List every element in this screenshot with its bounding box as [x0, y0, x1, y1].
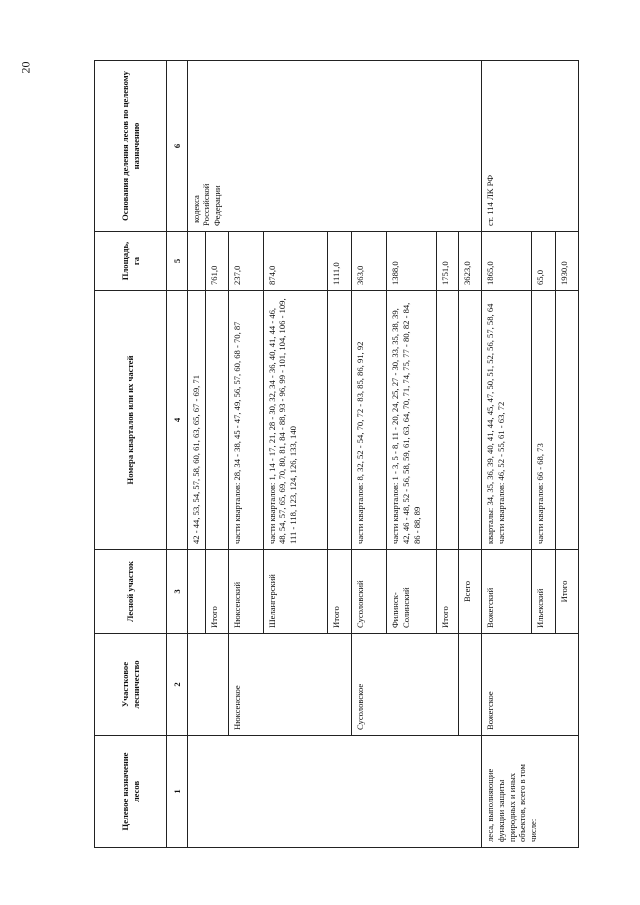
- table-row: [187, 61, 205, 848]
- basis-cell: ст. 114 ЛК РФ: [482, 61, 579, 232]
- area-cell: 1111,0: [327, 232, 352, 291]
- area-cell: 874,0: [263, 232, 327, 291]
- table-header-row: [95, 61, 167, 848]
- header-plot: Лесной участок: [95, 550, 167, 634]
- district-cell: Вожегское: [482, 634, 579, 736]
- plot-cell: Всего: [459, 550, 482, 634]
- quarters-cell-empty: [459, 291, 482, 550]
- plot-cell: Шелангерский: [263, 550, 327, 634]
- plot-cell: Ильекский: [531, 550, 556, 634]
- quarters-line: кварталы: 34, 35, 36, 39, 40, 41, 44, 45, 47, 50, 51, 52, 56, 57, 58, 64: [485, 303, 496, 544]
- quarters-cell: части кварталов: 66 - 68, 73: [531, 291, 556, 550]
- plot-cell: Итого: [205, 550, 228, 634]
- plot-cell-empty: [187, 550, 205, 634]
- basis-cell: [187, 61, 481, 232]
- header-quarters: Номера кварталов или их частей: [95, 291, 167, 550]
- forest-purpose-table: [94, 60, 579, 848]
- basis-text: кодекса Российской Федерации: [190, 183, 223, 226]
- plot-cell: Филинск-Солинский: [387, 550, 436, 634]
- header-district: Участковое лесничество: [95, 634, 167, 736]
- purpose-cell-empty: [187, 736, 481, 848]
- column-number: 1: [167, 736, 188, 848]
- district-cell-empty: [187, 634, 228, 736]
- column-number: 4: [167, 291, 188, 550]
- quarters-cell: [482, 291, 531, 550]
- plot-cell: Сусоловский: [352, 550, 387, 634]
- district-cell-empty: [459, 634, 482, 736]
- quarters-cell: 42 - 44, 53, 54, 57, 58, 60, 61, 63, 65, 67 - 69, 71: [187, 291, 205, 550]
- quarters-cell: части кварталов: 1, 14 - 17, 21, 28 - 30, 32, 34 - 36, 40, 41, 44 - 46, 48, 54, 57, 65, 69, 70, 80, 81, 84 - 88, 93 - 96, 99 - 101, 104, 106 - 109, 111 - 118, 123, 124, 126, 133, 140: [263, 291, 327, 550]
- area-cell: 1751,0: [436, 232, 459, 291]
- header-area: Площадь, га: [95, 232, 167, 291]
- quarters-cell-empty: [436, 291, 459, 550]
- quarters-cell-empty: [327, 291, 352, 550]
- plot-cell: Нюксенский: [228, 550, 263, 634]
- district-cell: Нюксенское: [228, 634, 352, 736]
- plot-cell: Вожегский: [482, 550, 531, 634]
- column-number: 3: [167, 550, 188, 634]
- area-cell: 65,0: [531, 232, 556, 291]
- header-purpose: Целевое назначение лесов: [95, 736, 167, 848]
- forest-table-rotated: [94, 61, 579, 848]
- area-cell: 761,0: [205, 232, 228, 291]
- quarters-cell-empty: [556, 291, 579, 550]
- area-cell: 237,0: [228, 232, 263, 291]
- header-basis: Основания деления лесов по целевому назначению: [95, 61, 167, 232]
- area-cell: 1865,0: [482, 232, 531, 291]
- page-number: 20: [18, 61, 33, 74]
- plot-cell: Итого: [556, 550, 579, 634]
- column-number-row: [167, 61, 188, 848]
- plot-cell: Итого: [327, 550, 352, 634]
- column-number: 6: [167, 61, 188, 232]
- area-cell: 1930,0: [556, 232, 579, 291]
- purpose-cell: леса, выполняющие функции защиты природных и иных объектов, всего в том числе:: [482, 736, 579, 848]
- area-cell-empty: [187, 232, 205, 291]
- quarters-line: части кварталов: 46, 52 - 55, 61 - 63, 72: [495, 401, 506, 544]
- plot-cell: Итого: [436, 550, 459, 634]
- quarters-cell: части кварталов: 28, 34 - 38, 45 - 47, 49, 56, 57, 60, 68 - 70, 87: [228, 291, 263, 550]
- quarters-cell: части кварталов: 8, 32, 52 - 54, 70, 72 - 83, 85, 86, 91, 92: [352, 291, 387, 550]
- area-cell: 1388,0: [387, 232, 436, 291]
- column-number: 5: [167, 232, 188, 291]
- quarters-cell: части кварталов: 1 - 3, 5 - 8, 11 - 20, 24, 25, 27 - 30, 33, 35, 38, 39, 42, 46 - 48, 52 - 56, 58, 59, 61, 63, 64, 70, 71, 74, 75, 77 - 80, 82 - 84, 86 - 88, 89: [387, 291, 436, 550]
- column-number: 2: [167, 634, 188, 736]
- quarters-cell-empty: [205, 291, 228, 550]
- area-cell: 363,0: [352, 232, 387, 291]
- table-row: [482, 61, 531, 848]
- area-cell: 3623,0: [459, 232, 482, 291]
- district-cell: Сусоловское: [352, 634, 459, 736]
